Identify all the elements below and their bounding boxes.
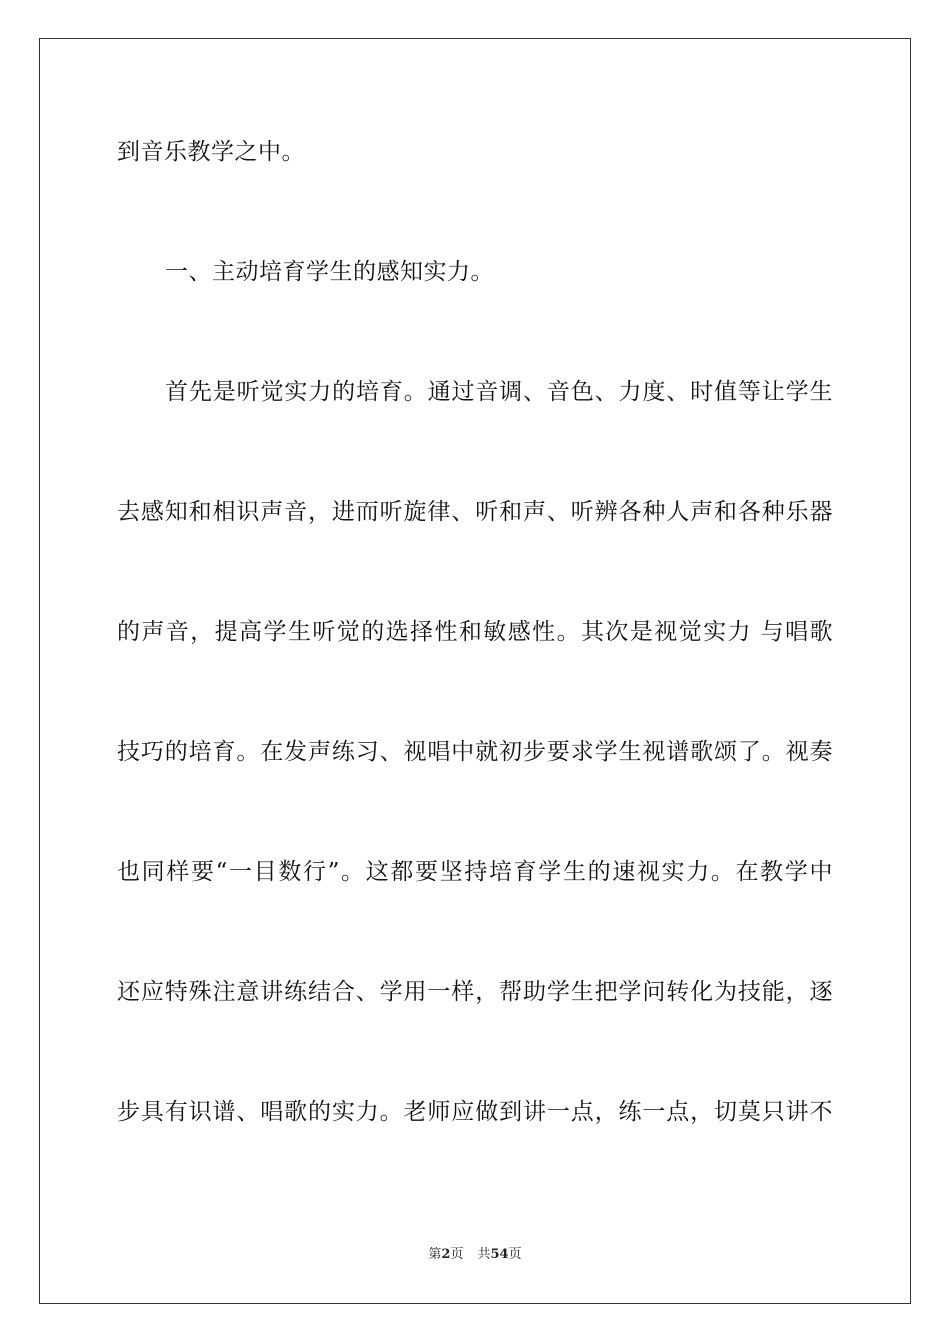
text-line-4: 去感知和相识声音，进而听旋律、听和声、听辨各种人声和各种乐器 xyxy=(117,499,833,525)
page-number: 2 xyxy=(441,1247,451,1262)
total-pages: 54 xyxy=(490,1247,509,1262)
page-prefix: 第 xyxy=(428,1247,442,1262)
total-prefix: 共 xyxy=(477,1247,491,1262)
text-line-8: 还应特殊注意讲练结合、学用一样，帮助学生把学问转化为技能，逐 xyxy=(117,979,833,1005)
section-heading: 一、主动培育学生的感知实力。 xyxy=(165,259,494,285)
text-line-3: 首先是听觉实力的培育。通过音调、音色、力度、时值等让学生 xyxy=(165,379,833,405)
text-line-9: 步具有识谱、唱歌的实力。老师应做到讲一点，练一点，切莫只讲不 xyxy=(117,1099,833,1125)
text-line-6: 技巧的培育。在发声练习、视唱中就初步要求学生视谱歌颂了。视奏 xyxy=(117,739,833,765)
text-line-7: 也同样要“一目数行”。这都要坚持培育学生的速视实力。在教学中 xyxy=(117,859,833,885)
text-line-5: 的声音，提高学生听觉的选择性和敏感性。其次是视觉实力 与唱歌 xyxy=(117,619,833,645)
page-footer xyxy=(0,1246,950,1264)
total-suffix: 页 xyxy=(508,1247,522,1262)
text-line-1: 到音乐教学之中。 xyxy=(117,139,305,165)
page-suffix: 页 xyxy=(450,1247,464,1262)
